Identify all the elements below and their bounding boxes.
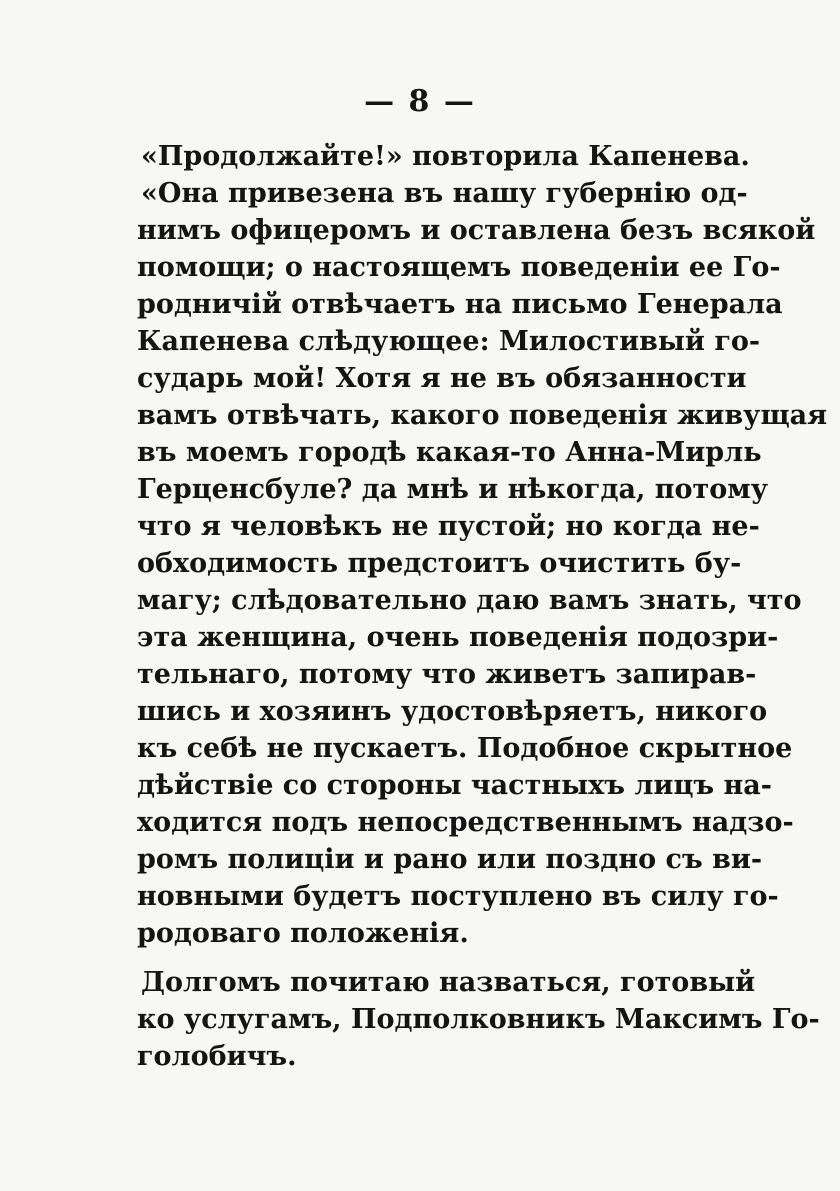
text-line: ко услугамъ, Подполковникъ Максимъ Го- [137,1004,820,1035]
text-line: нимъ офицеромъ и оставлена безъ всякой [137,215,816,246]
text-line: магу; слѣдовательно даю вамъ знать, что [137,585,802,616]
text-line: въ моемъ городѣ какая-то Анна-Мирль [137,437,762,468]
text-line: ходится подъ непосредственнымъ надзо- [137,807,794,838]
text-line: что я человѣкъ не пустой; но когда не- [137,511,760,542]
text-line: сударь мой! Хотя я не въ обязанности [137,363,747,394]
paragraph-2 [137,175,828,952]
paragraph-spacer [137,952,687,964]
text-line: тельнаго, потому что живетъ запирав- [137,659,757,690]
text-line: родоваго положенія. [137,918,469,949]
text-line: помощи; о настоящемъ поведеніи ее Го- [137,252,781,283]
text-line: голобичъ. [137,1041,297,1072]
text-line: Долгомъ почитаю назваться, готовый [141,967,756,998]
text-line: шись и хозяинъ удостовѣряетъ, никого [137,696,768,727]
text-line: дѣйствіе со стороны частныхъ лицъ на- [137,770,772,801]
text-line: «Продолжайте!» повторила Капенева. [141,141,750,172]
text-line: вамъ отвѣчать, какого поведенія живущая [137,400,828,431]
text-line: ромъ полиціи и рано или поздно съ ви- [137,844,763,875]
paragraph-1 [137,138,750,175]
text-line: эта женщина, очень поведенія подозри- [137,622,779,653]
page-number: — 8 — [364,84,476,119]
text-line: къ себѣ не пускаетъ. Подобное скрытное [137,733,793,764]
text-line: родничій отвѣчаетъ на письмо Генерала [137,289,783,320]
text-line: Капенева слѣдующее: Милостивый го- [137,326,761,357]
text-line: «Она привезена въ нашу губернію од- [141,178,748,209]
text-line: Герценсбуле? да мнѣ и нѣкогда, потому [137,474,769,505]
body-text [137,138,828,1075]
paragraph-3 [137,964,820,1075]
text-line: обходимость предстоитъ очистить бу- [137,548,742,579]
text-line: новными будетъ поступлено въ силу го- [137,881,779,912]
